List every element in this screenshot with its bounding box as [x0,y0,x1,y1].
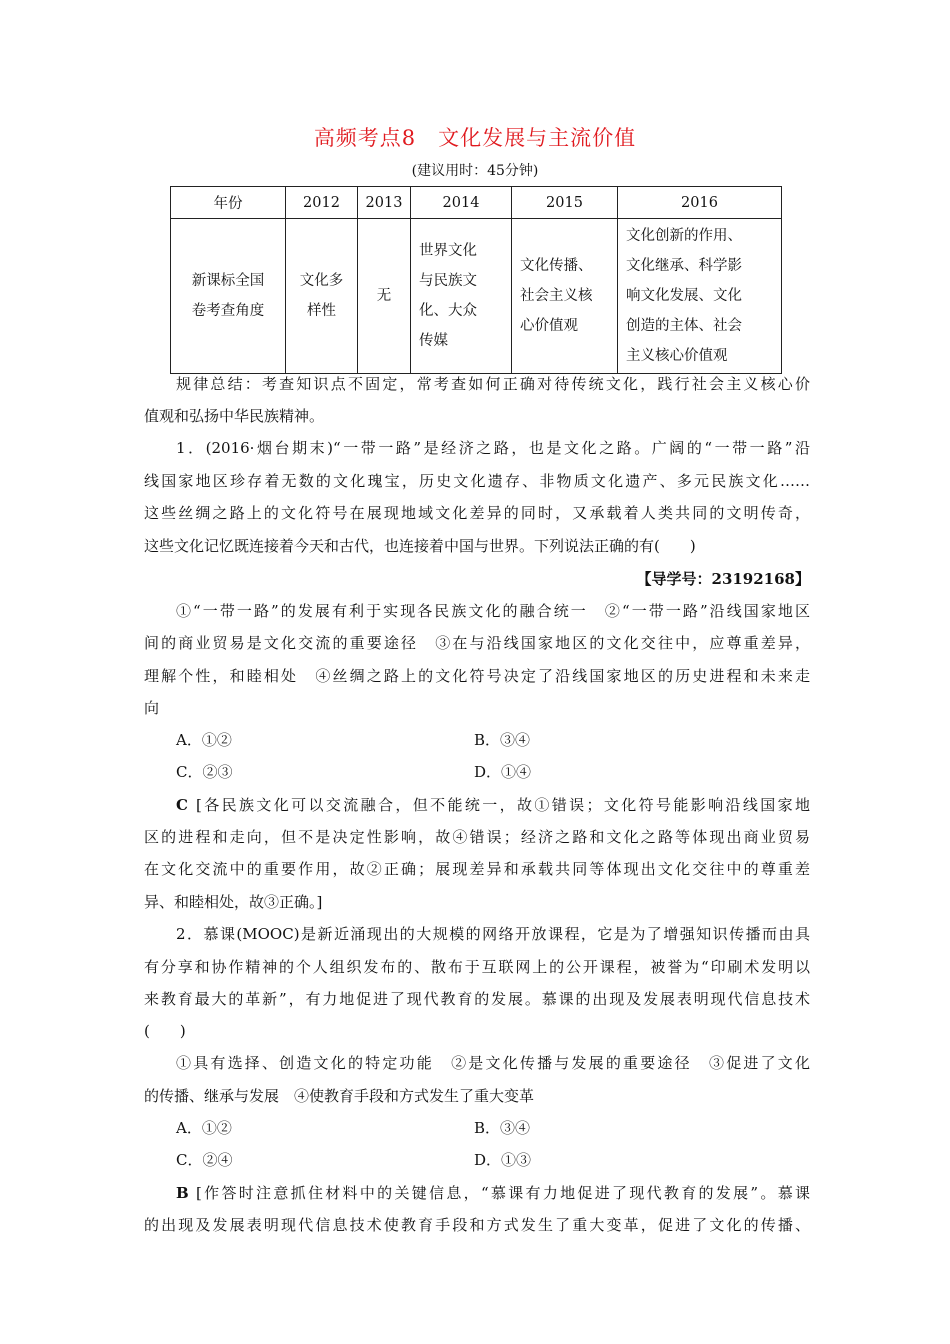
q1-stem-line: 这些丝绸之路上的文化符号在展现地域文化差异的同时，又承载着人类共同的文明传奇， [144,504,810,522]
cell-2015: 文化传播、 社会主义核 心价值观 [512,219,618,374]
q1-statement-line: 向 [144,699,160,717]
q1-answer: C [176,796,188,814]
q1-statement-line: ①“一带一路”的发展有利于实现各民族文化的融合统一 ②“一带一路”沿线国家地区 [176,602,810,620]
q1-stem-line: 1．(2016·烟台期末)“一带一路”是经济之路，也是文化之路。广阔的“一带一路”沿 [176,439,810,457]
q1-explanation-line: [各民族文化可以交流融合，但不能统一，故①错误；文化符号能影响沿线国家地 [196,796,810,814]
q2-explanation-line: 的出现及发展表明现代信息技术使教育手段和方式发生了重大变革，促进了文化的传播、 [144,1216,810,1234]
table-header-row [171,187,782,219]
q2-stem-line: 来教育最大的革新”，有力地促进了现代教育的发展。慕课的出现及发展表明现代信息技术 [144,990,810,1008]
table-header-cell: 年份 [171,187,286,219]
table-row [171,219,782,374]
table-header-cell: 2016 [618,187,782,219]
guide-number: 【导学号：23192168】 [636,570,810,588]
q2-answer: B [176,1184,189,1202]
q1-statement-line: 间的商业贸易是文化交流的重要途径 ③在与沿线国家地区的文化交往中，应尊重差异， [144,634,810,652]
q1-explanation-line: 区的进程和走向，但不是决定性影响，故④错误；经济之路和文化之路等体现出商业贸易 [144,828,810,846]
q2-stem-line: 有分享和协作精神的个人组织发布的、散布于互联网上的公开课程，被誉为“印刷术发明以 [144,958,810,976]
q1-stem-line: 这些文化记忆既连接着今天和古代，也连接着中国与世界。下列说法正确的有( ) [144,537,696,555]
cell-2013: 无 [358,219,411,374]
q1-option-d: D．①④ [474,763,532,781]
q2-statement-line: ①具有选择、创造文化的特定功能 ②是文化传播与发展的重要途径 ③促进了文化 [176,1054,810,1072]
cell-2014: 世界文化 与民族文 化、大众 传媒 [411,219,512,374]
table-header-cell: 2014 [411,187,512,219]
q2-stem-line: ( ) [144,1022,186,1040]
row-label-cell: 新课标全国 卷考查角度 [171,219,286,374]
q2-option-b: B．③④ [474,1119,531,1137]
cell-2012: 文化多 样性 [286,219,358,374]
table-header-cell: 2013 [358,187,411,219]
q1-explanation-line: 在文化交流中的重要作用，故②正确；展现差异和承载共同等体现出文化交往中的尊重差 [144,860,810,878]
q1-stem-line: 线国家地区珍存着无数的文化瑰宝，历史文化遗存、非物质文化遗产、多元民族文化…… [144,472,810,490]
q1-option-c: C．②③ [176,763,233,781]
q2-stem-line: 2．慕课(MOOC)是新近涌现出的大规模的网络开放课程，它是为了增强知识传播而由具 [176,925,810,943]
q2-option-a: A．①② [176,1119,232,1137]
page-title: 高频考点8 文化发展与主流价值 [313,126,637,150]
q1-statement-line: 理解个性，和睦相处 ④丝绸之路上的文化符号决定了沿线国家地区的历史进程和未来走 [144,667,810,685]
table-header-cell: 2015 [512,187,618,219]
summary-line: 值观和弘扬中华民族精神。 [144,407,325,425]
q1-option-b: B．③④ [474,731,531,749]
q1-explanation-line: 异、和睦相处，故③正确。] [144,893,323,911]
q2-option-c: C．②④ [176,1151,233,1169]
q1-option-a: A．①② [176,731,232,749]
summary-line: 规律总结：考查知识点不固定，常考查如何正确对待传统文化，践行社会主义核心价 [176,375,810,393]
q2-statement-line: 的传播、继承与发展 ④使教育手段和方式发生了重大变革 [144,1087,535,1105]
exam-topics-table [170,186,782,374]
q2-explanation-line: [作答时注意抓住材料中的关键信息，“慕课有力地促进了现代教育的发展”。慕课 [196,1184,810,1202]
cell-2016: 文化创新的作用、 文化继承、科学影 响文化发展、文化 创造的主体、社会 主义核心价值观 [618,219,782,374]
q2-option-d: D．①③ [474,1151,532,1169]
table-header-cell: 2012 [286,187,358,219]
suggested-time: (建议用时：45分钟) [411,163,539,179]
